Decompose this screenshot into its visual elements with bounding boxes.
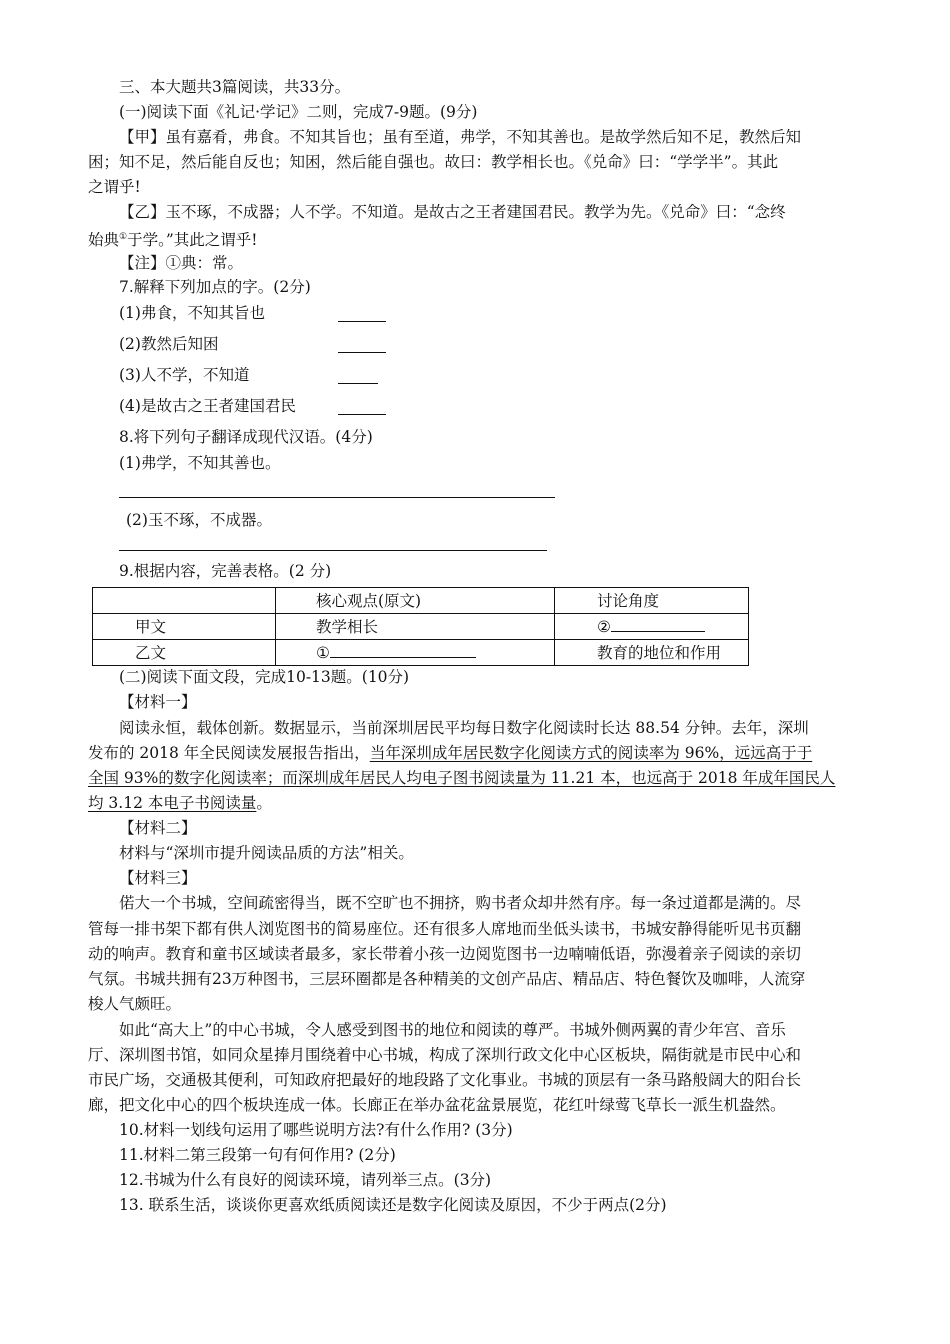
underlined-sentence-end: 均 3.12 本电子书阅读量: [88, 794, 257, 812]
q8-answer-line-1[interactable]: [119, 497, 555, 498]
q7-blank-4[interactable]: [338, 398, 386, 415]
yi-text-line1: 【乙】玉不琢，不成器；人不学。不知道。是故古之王者建国君民。教学为先。《兑命》曰：“念终: [119, 203, 786, 221]
question-12: 12.书城为什么有良好的阅读环境，请列举三点。(3分): [119, 1171, 492, 1189]
q8-stem: 8.将下列句子翻译成现代汉语。(4分): [119, 428, 373, 446]
question-10: 10.材料一划线句运用了哪些说明方法?有什么作用? (3分): [119, 1121, 513, 1139]
material3-title: 【材料三】: [119, 869, 197, 887]
material1-line1: 阅读永恒，载体创新。数据显示，当前深圳居民平均每日数字化阅读时长达 88.54 分钟。去年，深圳: [119, 719, 809, 737]
material3-p2-line2: 厅、深圳图书馆，如同众星捧月围绕着中心书城，构成了深圳行政文化中心区板块，隔街就是市民中心和: [88, 1046, 802, 1064]
answer-mark: ②: [597, 618, 611, 636]
q8-item-2: (2)玉不琢，不成器。: [126, 511, 272, 529]
q7-item-2: (2)教然后知困: [119, 335, 219, 353]
q7-stem: 7.解释下列加点的字。(2分): [119, 278, 311, 296]
answer-mark: ①: [316, 644, 330, 662]
material3-p2-line4: 廊，把文化中心的四个板块连成一体。长廊正在举办盆花盆景展览，花红叶绿莺飞草长一派生机盎然。: [88, 1096, 786, 1114]
table-cell-answer[interactable]: [276, 640, 555, 666]
table-cell-answer[interactable]: [555, 614, 749, 640]
material3-p2-line3: 市民广场，交通极其便利，可知政府把最好的地段路了文化事业。书城的顶层有一条马路般阔大的阳台长: [88, 1071, 802, 1089]
table-cell: 乙文: [93, 640, 276, 666]
q9-table: [92, 587, 749, 666]
material3-p1-line3: 动的响声。教育和童书区域读者最多，家长带着小孩一边阅览图书一边喃喃低语，弥漫着亲子阅读的亲切: [88, 945, 802, 963]
question-13: 13. 联系生活，谈谈你更喜欢纸质阅读还是数字化阅读及原因，不少于两点(2分): [119, 1196, 667, 1214]
material3-p1-line4: 气氛。书城共拥有23万种图书，三层环圈都是各种精美的文创产品店、精品店、特色餐饮及咖啡，人流穿: [88, 970, 806, 988]
table-cell: 教育的地位和作用: [555, 640, 749, 666]
q8-item-1: (1)弗学，不知其善也。: [119, 454, 281, 472]
material3-p1-line2: 管每一排书架下都有供人浏览图书的简易座位。还有很多人席地而坐低头读书，书城安静得能听见书页翻: [88, 920, 802, 938]
jia-text-line2: 困；知不足，然后能自反也；知困，然后能自强也。故曰：教学相长也。《兑命》曰：“学学半”。其此: [88, 153, 779, 171]
material3-p2-line1: 如此“高大上”的中心书城，令人感受到图书的地位和阅读的尊严。书城外侧两翼的青少年宫、音乐: [119, 1021, 786, 1039]
question-11: 11.材料二第三段第一句有何作用? (2分): [119, 1146, 396, 1164]
material1-title: 【材料一】: [119, 693, 197, 711]
underlined-sentence-cont: 全国 93%的数字化阅读率；而深圳成年居民人均电子图书阅读量为 11.21 本，也远高于 2018 年成年国民人: [88, 769, 836, 787]
table-header-cell: 核心观点(原文): [276, 588, 555, 614]
yi-text-part-b: 于学。”其此之谓乎!: [127, 231, 258, 249]
material3-p1-line1: 偌大一个书城，空间疏密得当，既不空旷也不拥挤，购书者众却井然有序。每一条过道都是满的。尽: [119, 894, 802, 912]
q9-blank-2[interactable]: [611, 615, 705, 632]
yi-text-line2: [88, 226, 258, 251]
table-row: [93, 614, 749, 640]
material1-line2-plain: 发布的 2018 年全民阅读发展报告指出，: [88, 744, 370, 762]
table-row: [93, 588, 749, 614]
yi-text-part-a: 始典: [88, 231, 120, 249]
q9-stem: 9.根据内容，完善表格。(2 分): [119, 562, 332, 580]
table-header-cell: [93, 588, 276, 614]
table-row: [93, 640, 749, 666]
footnote-mark: ①: [119, 232, 128, 242]
q7-item-1: (1)弗食，不知其旨也: [119, 304, 265, 322]
material2-title: 【材料二】: [119, 819, 197, 837]
material3-p1-line5: 梭人气颇旺。: [88, 995, 182, 1013]
table-cell: 甲文: [93, 614, 276, 640]
table-cell: 教学相长: [276, 614, 555, 640]
material1-line4: [88, 792, 272, 814]
section-title: 三、本大题共3篇阅读，共33分。: [119, 78, 351, 96]
q7-blank-1[interactable]: [338, 305, 386, 322]
underlined-sentence: 当年深圳成年居民数字化阅读方式的阅读率为 96%，远远高于于: [369, 744, 813, 762]
q7-blank-3[interactable]: [338, 367, 378, 384]
jia-text-line1: 【甲】虽有嘉肴，弗食。不知其旨也；虽有至道，弗学，不知其善也。是故学然后知不足，教然后知: [119, 128, 802, 146]
table-header-cell: 讨论角度: [555, 588, 749, 614]
material2-body: 材料与“深圳市提升阅读品质的方法”相关。: [119, 844, 414, 862]
q7-item-3: (3)人不学，不知道: [119, 366, 250, 384]
part1-intro: (一)阅读下面《礼记·学记》二则，完成7-9题。(9分): [119, 103, 478, 121]
material1-line2: [88, 742, 812, 764]
jia-text-line3: 之谓乎!: [88, 178, 141, 196]
q9-blank-1[interactable]: [330, 641, 476, 658]
q7-blank-2[interactable]: [338, 336, 386, 353]
part2-intro: (二)阅读下面文段，完成10-13题。(10分): [119, 668, 410, 686]
q7-item-4: (4)是故古之王者建国君民: [119, 397, 296, 415]
period: 。: [256, 794, 272, 812]
q8-answer-line-2[interactable]: [119, 550, 547, 551]
annotation-note: 【注】①典：常。: [119, 254, 244, 272]
